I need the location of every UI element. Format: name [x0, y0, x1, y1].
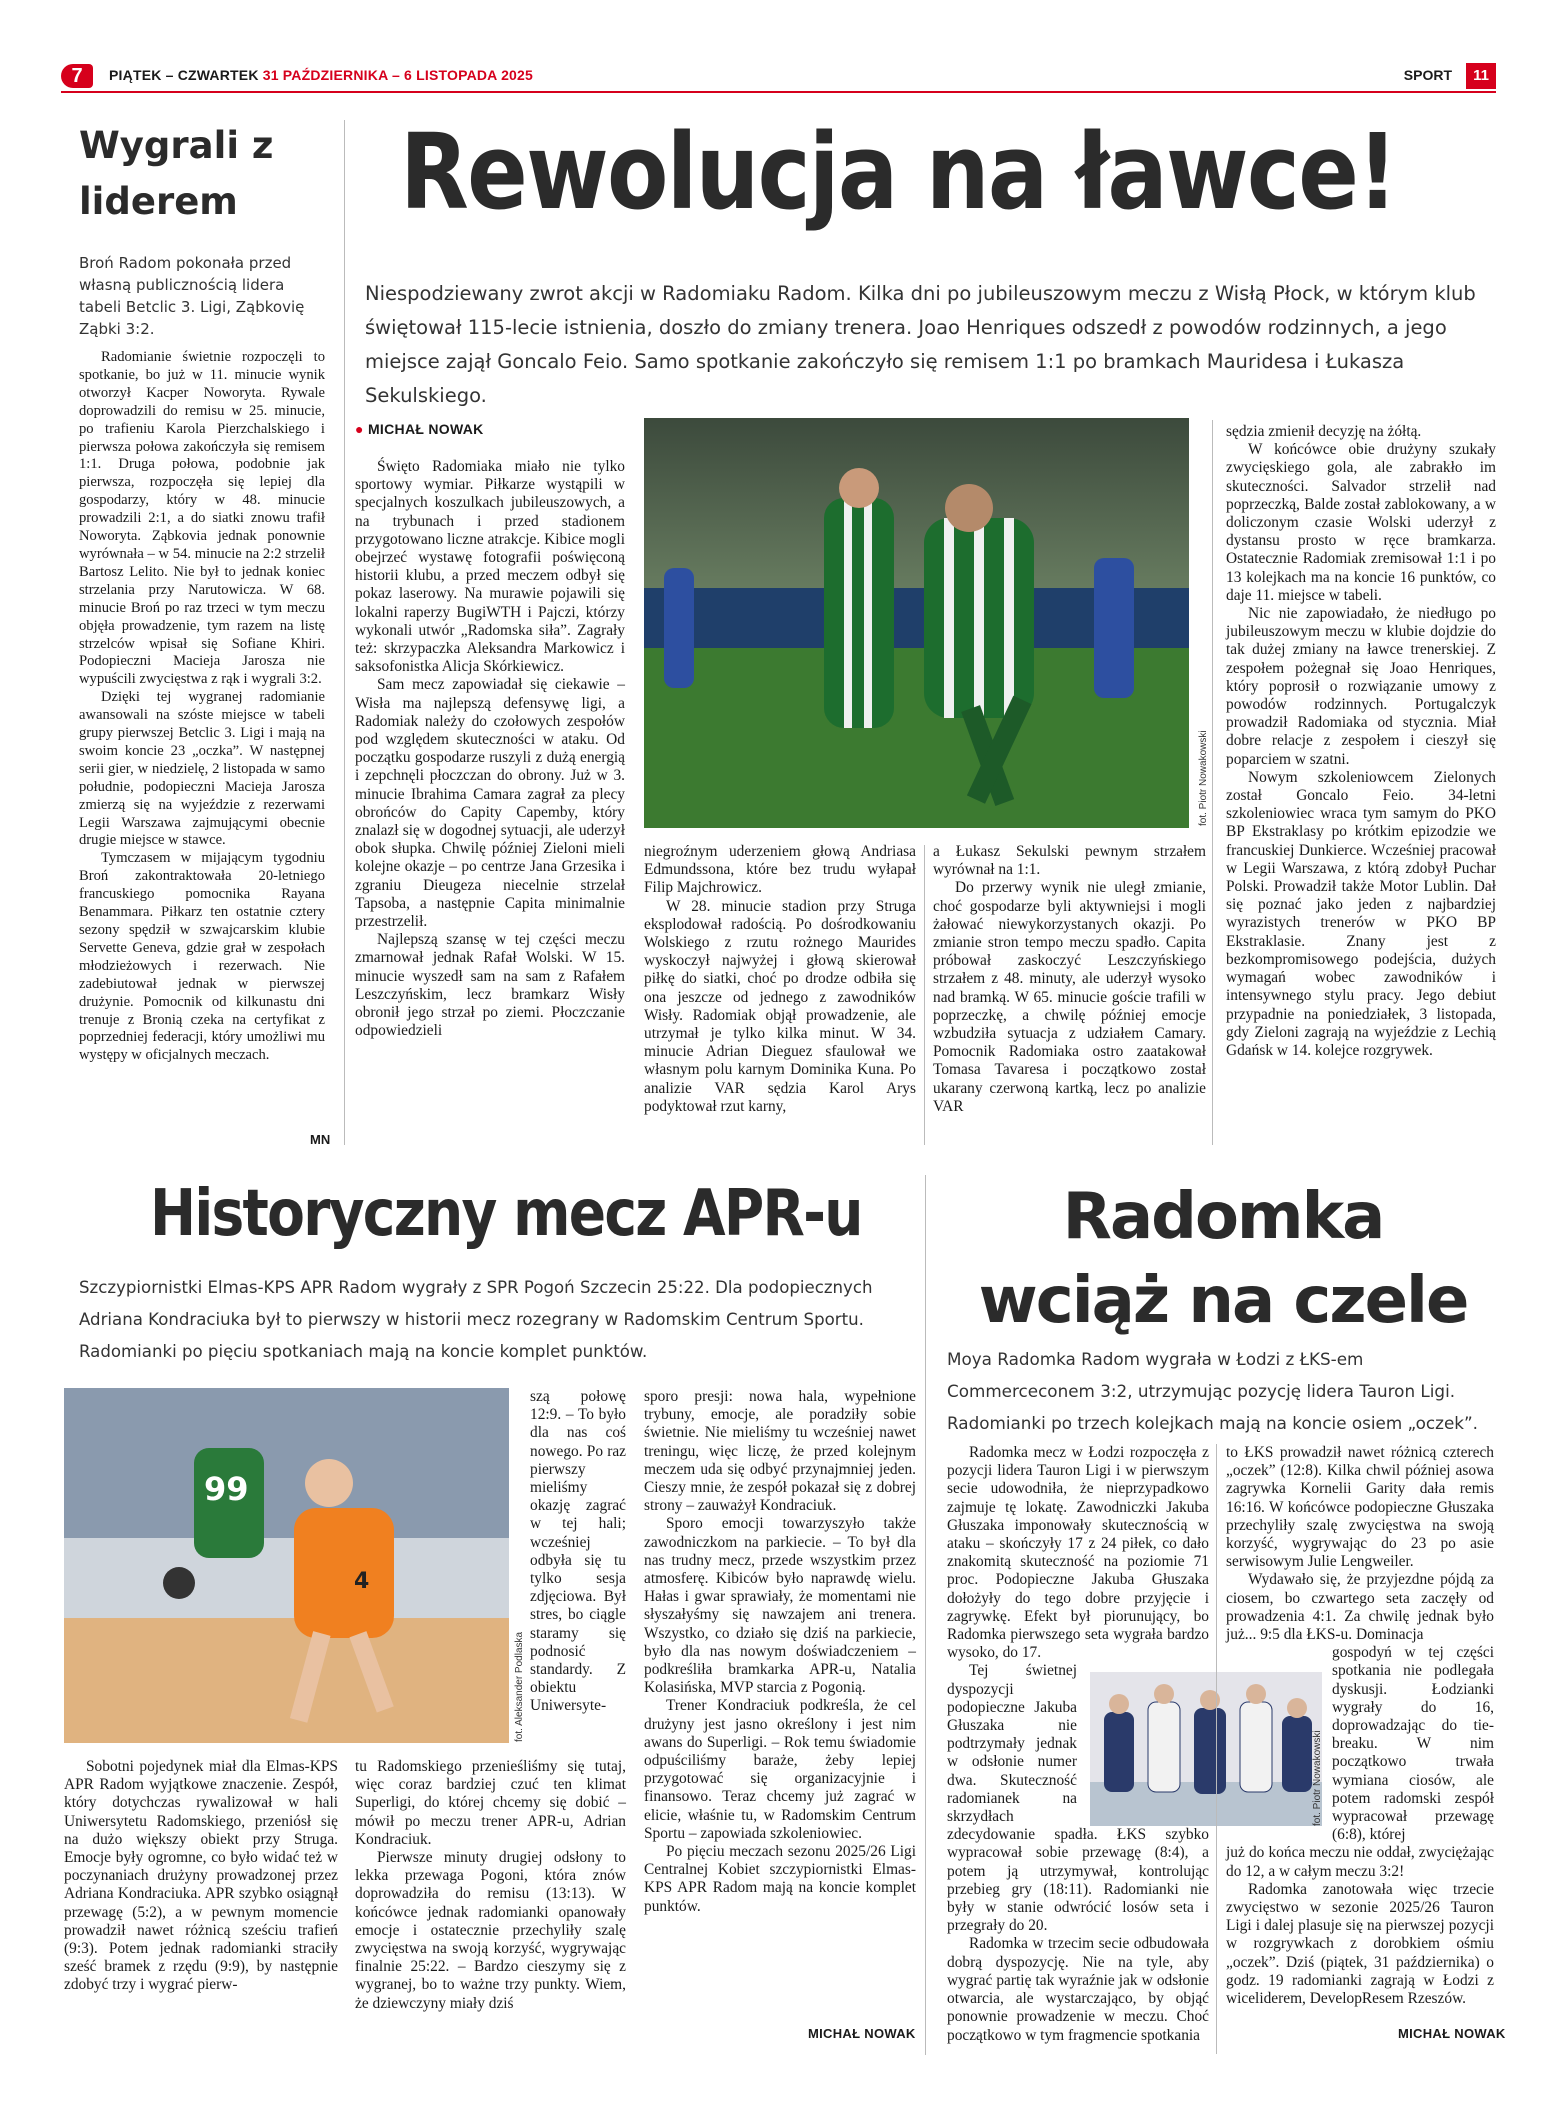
- apr-photo: [64, 1388, 509, 1743]
- main-photo-credit: fot. Piotr Nowakowski: [1198, 730, 1209, 826]
- column-divider: [1216, 1444, 1217, 2054]
- sidebar-body: Radomianie świetnie rozpoczęli to spotkanie, bo już w 11. minucie wynik otworzył Kacper Noworyta. Rywale doprowadzili do remisu w 25. minucie, po trafieniu Karola Pierzchalskiego i pierwsza połowa zakończyła się remisem 1:1. Druga połowa, podobnie jak pierwsza, rozpoczęła się lepiej dla gospodarzy, który w 48. minucie prowadzili 2:1, a do siatki znowu trafił Noworyta. Ząbkovia jednak ponownie wyrównała – w 54. minucie na 2:2 strzelił Bartosz Lelito. Nie był to jednak koniec strzelania przy Narutowicza. W 68. minucie Broń po raz trzeci w tym meczu objęła prowadzenie, tym razem na listę strzelców wpisał się Sofiane Khiri. Podopieczni Macieja Jarosza nie wypuścili zwycięstwa z rąk i wygrali 3:2. Dzięki tej wygranej radomianie awansowali na szóste miejsce w tabeli grupy pierwszej Betclic 3. Ligi i mają na swoim koncie 23 „oczka”. W następnej serii gier, w niedzielę, 2 listopada w samo południe, podopieczni Macieja Jarosza zmierzą się na wyjeździe z rezerwami Legii Warszawa zajmującymi obecnie drugie miejsce w stawce. Tymczasem w mijającym tygodniu Broń zakontraktowała 20-letniego francuskiego pomocnika Rayana Benammara. Piłkarz ten ostatnie cztery sezony spędził w szwajcarskim klubie Servette Geneva, gdzie grał w zespołach młodzieżowych i rezerwach. Nie zadebiutował jednak w pierwszej drużynie. Pomocnik od kilkunastu dni trenuje z Bronią czeka na certyfikat z poprzedniej federacji, który umożliwi mu występy w oficjalnych meczach.: [79, 349, 325, 1064]
- byline-dot-icon: ●: [355, 421, 364, 437]
- apr-column-3: sporo presji: nowa hala, wypełnione trybuny, emocje, ale poradziły sobie świetnie. Nie mieliśmy tu wcześniej nawet treningu, więc liczę, że przed kolejnym meczem uda się odbyć przynajmniej jeden. Cieszy mnie, że zespół pokazał się z dobrej strony – zauważył Kondraciuk. Sporo emocji towarzyszyło także zawodniczkom na parkiecie. – To był dla nas trudny mecz, przede wszystkim przez atmosferę. Kibiców było naprawdę wielu. Hałas i gwar sprawiały, że momentami nie słyszałyśmy się nawzajem ani trenera. Wszystko, co działo się dziś na parkiecie, było dla nas nowym doświadczeniem – podkreśliła bramkarka APR-u, Natalia Kolasińska, MVP starcia z Pogonią. Trener Kondraciuk podkreśla, że cel drużyny jest jasno określony i jest nim awans do Superligi. – Rok temu świadomie odpuściliśmy baraże, żeby lepiej przygotować się organizacyjnie i finansowo. Teraz chcemy już zagrać w elicie, właśnie tu, w Radomskim Centrum Sportu – zapowiada szkoleniowiec. Po pięciu meczach sezonu 2025/26 Ligi Centralnej Kobiet szczypiornistki Elmas-KPS APR Radom mają na koncie komplet punktów.: [644, 1388, 916, 1915]
- main-photo: [644, 418, 1189, 828]
- main-byline: ● MICHAŁ NOWAK: [355, 421, 484, 437]
- radomka-headline: Radomka wciąż na czele: [978, 1180, 1468, 1338]
- main-column-4: sędzia zmienił decyzję na żółtą. W końcówce obie drużyny szukały zwycięskiego gola, ale zabrakło im skuteczności. Salvador strzelił nad poprzeczką, Balde został zablokowany, a w doliczonym czasie Wolski uderzył z dystansu prosto w ręce bramkarza. Ostatecznie Radomiak zremisował 1:1 i po 13 kolejkach ma na koncie 16 punktów, co daje 11. miejsce w tabeli. Nic nie zapowiadało, że niedługo po jubileuszowym meczu w klubie dojdzie do tak dużej zmiany na ławce trenerskiej. Z zespołem pożegnał się Joao Henriques, który poprosił o rozwiązanie umowy z powodów rodzinnych. Portugalczyk prowadził Radomiaka od stycznia. Miał dobre relacje z zespołem i cieszył się poparciem w szatni. Nowym szkoleniowcem Zielonych został Goncalo Feio. 34-letni szkoleniowiec wraca tym samym do PKO BP Ekstraklasy po krótkim epizodzie we francuskiej Dunkierce. Wcześniej pracował w Legii Warszawa, z którą zdobył Puchar Polski. Prowadził także Motor Lublin. Dał się poznać jako jeden z najbardziej wyrazistych trenerów w PKO BP Ekstraklasie. Znany jest z bezkompromisowego podejścia, dużych wymagań wobec zawodników i intensywnego stylu pracy. Jego debiut przypadnie na poniedziałek, 3 listopada, gdy Zieloni zagrają na wyjeździe z Lechią Gdańsk w 14. kolejce rozgrywek.: [1226, 423, 1496, 1059]
- sidebar-signature: MN: [310, 1132, 331, 1147]
- radomka-column-1: Radomka mecz w Łodzi rozpoczęła z pozycji lidera Tauron Ligi i w pierwszym secie udowodniła, że nieprzypadkowo zajmuje tę lokatę. Zawodniczki Jakuba Głuszaka imponowały skutecznością w ataku – skończyły 17 z 24 piłek, co dało znakomitą skuteczność na poziomie 71 proc. Podopieczne Jakuba Głuszaka dołożyły do tego dobre przyjęcie i zagrywkę. Efekt był piorunujący, bo Radomka pierwszego seta wygrała bardzo wysoko, do 17. Tej świetnej dyspozycji podopieczne Jakuba Głuszaka nie podtrzymały jednak w odsłonie numer dwa. Skuteczność radomianek na skrzydłach zdecydowanie spadła. ŁKS szybko wypracował sobie przewagę (8:4), a potem ją utrzymywał, kontrolując przebieg gry (18:11). Radomianki nie były w stanie odwrócić losów seta i przegrały do 20. Radomka w trzecim secie odbudowała dobrą dyspozycję. Nie na tyle, aby wygrać partię tak wyraźnie jak w odsłonie otwarcia, ale wystarczająco, by objąć ponownie prowadzenie w meczu. Choć początkowo w tym fragmencie spotkania: [947, 1444, 1209, 2044]
- main-column-2: niegroźnym uderzeniem głową Andriasa Edmundssona, które bez trudu wyłapał Filip Majchrowicz. W 28. minucie stadion przy Struga eksplodował radością. Po dośrodkowaniu Wolskiego z rzutu rożnego Maurides wyskoczył najwyżej i głową skierował piłkę do siatki, choć po drodze odbiła się ona jeszcze od jednego z zawodników Wisły. Radomiak objął prowadzenie, ale utrzymał je tylko kilka minut. W 34. minucie Adrian Dieguez sfaulował we własnym polu karnym Dominika Kuna. Po analizie VAR sędzia Karol Arys podyktował rzut karny,: [644, 843, 916, 1115]
- section-divider: [925, 1175, 926, 2055]
- page-header: [61, 63, 1496, 93]
- sidebar-divider: [344, 120, 345, 1145]
- issue-date: PIĄTEK – CZWARTEK 31 PAŹDZIERNIKA – 6 LISTOPADA 2025: [109, 67, 534, 83]
- main-column-3: a Łukasz Sekulski pewnym strzałem wyrównał na 1:1. Do przerwy wynik nie uległ zmianie, choć gospodarze byli aktywniejsi i mogli żałować niewykorzystanych okazji. Po zmianie stron tempo meczu spadło. Capita próbował zaskoczyć Leszczyńskiego strzałem z 48. minuty, ale uderzył wysoko nad bramką. W 65. minucie goście trafili w poprzeczkę, a chwilę później emocje wzbudziła sytuacja z udziałem Camary. Pomocnik Radomiaka ostro zaatakował Tomasa Tavaresa i początkowo został ukarany czerwoną kartką, lecz po analizie VAR: [933, 843, 1206, 1115]
- radomka-byline: MICHAŁ NOWAK: [1398, 2026, 1506, 2041]
- apr-column-2: tu Radomskiego przenieśliśmy się tutaj, więc coraz bardziej czuć ten klimat Superligi, do której chcemy się dobić – mówił po meczu trener APR-u, Adrian Kondraciuk. Pierwsze minuty drugiej odsłony to lekka przewaga Pogoni, która znów doprowadziła do remisu (13:13). W końcówce jednak radomianki opanowały emocje i ostatecznie przechyliły szalę zwycięstwa na swoją korzyść, wygrywając finalnie 25:22. – Bardzo cieszymy się z wygranej, bo to ważne trzy punkty. Wiem, że dziewczyny miały dziś: [355, 1758, 626, 2012]
- apr-byline: MICHAŁ NOWAK: [808, 2026, 916, 2041]
- main-headline: Rewolucja na ławce!: [400, 111, 1397, 233]
- radomka-photo-credit: fot. Piotr Nowakowski: [1312, 1730, 1323, 1826]
- brand-logo: 7: [61, 64, 93, 88]
- apr-lead: Szczypiornistki Elmas-KPS APR Radom wygrały z SPR Pogoń Szczecin 25:22. Dla podopiecznych Adriana Kondraciuka był to pierwszy w historii mecz rozegrany w Radomskim Centrum Sportu. Radomianki po pięciu spotkaniach mają na koncie komplet punktów.: [79, 1278, 873, 1361]
- column-divider: [924, 845, 925, 1145]
- apr-column-2-top: szą połowę 12:9. – To było dla nas coś nowego. Po raz pierwszy mieliśmy okazję zagrać w tej hali; wcześniej odbyła się tu tylko sesja zdjęciowa. Był stres, bo ciągle staramy się podnosić standardy. Z obiektu Uniwersyte-: [530, 1388, 626, 1715]
- main-column-1: Święto Radomiaka miało nie tylko sportowy wymiar. Piłkarze wystąpili w specjalnych koszulkach jubileuszowych, a na trybunach i przed stadionem przygotowano liczne atrakcje. Kibice mogli obejrzeć wystawę fotografii poświęconą historii klubu, a przed meczem odbył się pokaz laserowy. Na murawie pojawili się lokalni raperzy BugiWTH i Pajczi, którzy wykonali utwór „Radomska siła”. Zagrały też: skrzypaczka Aleksandra Markowicz i saksofonistka Alicja Skórkiewicz. Sam mecz zapowiadał się ciekawie – Wisła ma najlepszą defensywę ligi, a Radomiak należy do czołowych zespołów pod względem skuteczności w ataku. Od początku gospodarze ruszyli z dużą energią i zepchnęli płoczczan do obrony. Już w 3. minucie Ibrahima Camara zagrał za plecy obrońców do Capity Capemby, który znalazł się w dogodnej sytuacji, ale uderzył obok słupka. Chwilę później Zieloni mieli kolejne okazje – po centrze Jana Grzesika i zgraniu Dieugeza niecelnie strzelał Tapsoba, a następnie Capita minimalnie przestrzelił. Najlepszą szansę w tej części meczu zmarnował jednak Rafał Wolski. W 15. minucie wyszedł sam na sam z Rafałem Leszczyńskim, lecz bramkarz Wisły obronił jego strzał po ziemi. Płoczczanie odpowiedzieli: [355, 458, 625, 1040]
- radomka-lead: Moya Radomka Radom wygrała w Łodzi z ŁKS-em Commerceconem 3:2, utrzymując pozycję lidera Tauron Ligi. Radomianki po trzech kolejkach mają na koncie osiem „oczek”.: [947, 1349, 1479, 1433]
- jersey-number: 99: [204, 1470, 249, 1508]
- radomka-column-1-narrow: Tej świetnej dyspozycji podopieczne Jakuba Głuszaka nie podtrzymały jednak w odsłonie numer dwa. Skuteczność radomianek na skrzydłach: [947, 1662, 1077, 1826]
- apr-photo-credit: fot. Aleksander Podlaska: [514, 1631, 525, 1742]
- sidebar-lead: Broń Radom pokonała przed własną publicznością lidera tabeli Betclic 3. Ligi, Ząbkovię Ząbki 3:2.: [79, 254, 305, 338]
- radomka-column-2-narrow: gospodyń w tej części spotkania nie podlegała dyskusji. Łodzianki wygrały do 16, doprowadzając do tie-breaku. W nim początkowo trwała wymiana ciosów, ale potem radomski zespół wypracował przewagę (6:8), której: [1332, 1644, 1494, 1844]
- page-number: 11: [1466, 63, 1496, 89]
- apr-column-1: Sobotni pojedynek miał dla Elmas-KPS APR Radom wyjątkowe znaczenie. Zespół, który dotychczas rywalizował w hali Uniwersytetu Radomskiego, przeniósł się na dużo większy obiekt przy Struga. Emocje były ogromne, co było widać też w poczynaniach drużyny prowadzonej przez Adriana Kondraciuka. APR szybko osiągnął przewagę (5:2), a w pewnym momencie prowadził nawet różnicą sześciu trafień (9:3). Potem jednak radomianki straciły sześć bramek z rzędu (9:9), by następnie zdobyć trzy i wygrać pierw-: [64, 1758, 338, 1994]
- section-label: SPORT: [1403, 67, 1452, 83]
- apr-headline: Historyczny mecz APR-u: [150, 1177, 862, 1251]
- radomka-column-2: to ŁKS prowadził nawet różnicą czterech „oczek” (12:8). Kilka chwil później asowa zagrywka Kornelii Garity dała remis 16:16. W końcówce podopieczne Głuszaka przechyliły szalę zwycięstwa na swoją korzyść, wygrywając do 23 po asie serwisowym Julie Lengweiler. Wydawało się, że przyjezdne pójdą za ciosem, bo czwartego seta zaczęły od prowadzenia 4:1. Za chwilę jednak było już... 9:5 dla ŁKS-u. Dominacja gospodyń w tej części spotkania nie podlegała dyskusji. Łodzianki wygrały do 16, doprowadzając do tie-breaku. W nim początkowo trwała wymiana ciosów, ale potem radomski zespół wypracował przewagę (6:8), której już do końca meczu nie oddał, zwyciężając do 12, a w całym meczu 3:2! Radomka zanotowała więc trzecie zwycięstwo w sezonie 2025/26 Tauron Ligi i dalej plasuje się na pierwszej pozycji w rozgrywkach z dorobkiem ośmiu „oczek”. Dziś (piątek, 31 października) o godz. 19 radomianki zagrają w Łodzi z wiceliderem, DevelopResem Rzeszów.: [1226, 1444, 1494, 2008]
- main-lead: Niespodziewany zwrot akcji w Radomiaku Radom. Kilka dni po jubileuszowym meczu z Wisłą Płock, w którym klub świętował 115-lecie istnienia, doszło do zmiany trenera. Joao Henriques odszedł z powodów rodzinnych, a jego miejsce zajął Goncalo Feio. Samo spotkanie zakończyło się remisem 1:1 po bramkach Mauridesa i Łukasza Sekulskiego.: [365, 282, 1476, 407]
- column-divider: [1212, 420, 1213, 1145]
- football-celebration-image: [644, 418, 1189, 828]
- handball-player-image: [64, 1388, 509, 1743]
- sidebar-title: Wygrali z liderem: [79, 124, 274, 223]
- jersey-number-2: 4: [354, 1569, 370, 1594]
